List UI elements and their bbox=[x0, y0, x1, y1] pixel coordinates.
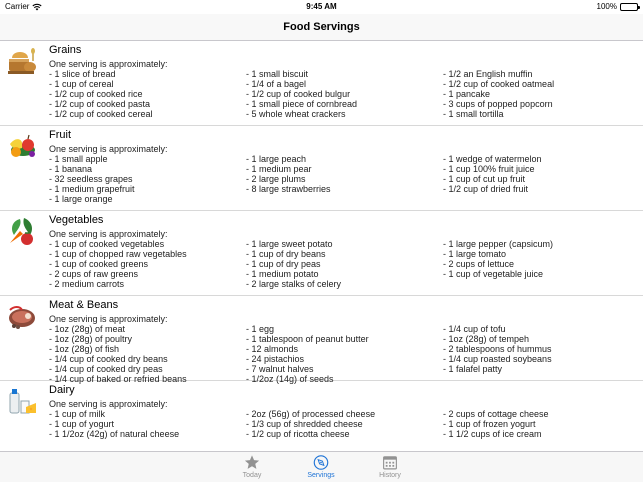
serving-column bbox=[49, 154, 135, 204]
battery-icon bbox=[620, 3, 638, 11]
serving-item: - 2oz (56g) of processed cheese bbox=[246, 409, 376, 419]
servings-list[interactable] bbox=[0, 41, 643, 451]
serving-item: - 1 1/2oz (42g) of natural cheese bbox=[49, 429, 180, 439]
serving-item: - 1/2 cup of cooked bulgur bbox=[246, 89, 351, 99]
serving-item: - 1 small piece of cornbread bbox=[246, 99, 358, 109]
group-title: Dairy bbox=[49, 384, 75, 396]
serving-item: - 1oz (28g) of fish bbox=[49, 344, 120, 354]
serving-item: - 1/4 cup of baked or refried beans bbox=[49, 374, 187, 384]
group-intro: One serving is approximately: bbox=[49, 229, 168, 239]
serving-column bbox=[49, 409, 179, 439]
serving-item: - 2 cups of cottage cheese bbox=[443, 409, 549, 419]
serving-item: - 1 cup 100% fruit juice bbox=[443, 164, 535, 174]
serving-item: - 2 cups of raw greens bbox=[49, 269, 139, 279]
serving-item: - 1 cup of cut up fruit bbox=[443, 174, 526, 184]
serving-item: - 1 large peach bbox=[246, 154, 307, 164]
serving-item: - 1 large sweet potato bbox=[246, 239, 333, 249]
group-intro: One serving is approximately: bbox=[49, 314, 168, 324]
serving-item: - 1/4 cup roasted soybeans bbox=[443, 354, 552, 364]
serving-item: - 1 tablespoon of peanut butter bbox=[246, 334, 369, 344]
meat-beans-icon bbox=[6, 300, 38, 332]
tab-label: Today bbox=[242, 472, 262, 479]
group-title: Meat & Beans bbox=[49, 299, 119, 311]
serving-item: - 1 cup of chopped raw vegetables bbox=[49, 249, 187, 259]
serving-item: - 1 cup of cereal bbox=[49, 79, 114, 89]
food-group-fruit bbox=[0, 126, 643, 211]
tab-label: History bbox=[379, 472, 401, 479]
serving-item: - 1 banana bbox=[49, 164, 93, 174]
serving-item: - 1/2 cup of cooked pasta bbox=[49, 99, 151, 109]
serving-item: - 1oz (28g) of tempeh bbox=[443, 334, 530, 344]
serving-item: - 1 falafel patty bbox=[443, 364, 503, 374]
group-title: Fruit bbox=[49, 129, 71, 141]
serving-column bbox=[443, 409, 549, 439]
serving-item: - 2 medium carrots bbox=[49, 279, 125, 289]
serving-item: - 1 small biscuit bbox=[246, 69, 309, 79]
serving-item: - 1 medium pear bbox=[246, 164, 312, 174]
serving-column bbox=[443, 324, 552, 374]
serving-item: - 1/2 cup of cooked cereal bbox=[49, 109, 153, 119]
page-title: Food Servings bbox=[283, 21, 360, 33]
grains-icon bbox=[6, 45, 38, 77]
serving-item: - 1 small apple bbox=[49, 154, 108, 164]
tab-label: Servings bbox=[307, 472, 335, 479]
clock: 9:45 AM bbox=[306, 2, 337, 11]
serving-column bbox=[443, 69, 554, 119]
serving-item: - 1/2oz (14g) of seeds bbox=[246, 374, 334, 384]
navigation-bar bbox=[0, 14, 643, 41]
serving-item: - 1 large pepper (capsicum) bbox=[443, 239, 554, 249]
serving-item: - 1 small tortilla bbox=[443, 109, 504, 119]
battery-percent: 100% bbox=[596, 2, 617, 11]
serving-column bbox=[49, 69, 153, 119]
serving-item: - 32 seedless grapes bbox=[49, 174, 133, 184]
battery-indicator bbox=[597, 2, 638, 11]
dairy-icon bbox=[6, 385, 38, 417]
tab-bar bbox=[0, 451, 643, 482]
serving-column bbox=[246, 69, 357, 119]
serving-item: - 2 large plums bbox=[246, 174, 306, 184]
serving-column bbox=[49, 324, 187, 384]
serving-item: - 1 cup of frozen yogurt bbox=[443, 419, 536, 429]
serving-column bbox=[49, 239, 187, 289]
group-intro: One serving is approximately: bbox=[49, 144, 168, 154]
food-group-grains bbox=[0, 41, 643, 126]
serving-column bbox=[443, 154, 542, 194]
serving-item: - 1 cup of dry peas bbox=[246, 259, 321, 269]
tab-servings[interactable] bbox=[291, 454, 351, 479]
status-bar bbox=[0, 0, 643, 14]
serving-item: - 1 cup of cooked greens bbox=[49, 259, 149, 269]
serving-item: - 1 cup of cooked vegetables bbox=[49, 239, 165, 249]
serving-column bbox=[246, 154, 331, 194]
serving-item: - 1 cup of yogurt bbox=[49, 419, 115, 429]
fruit-icon bbox=[6, 130, 38, 162]
serving-item: - 1/2 cup of ricotta cheese bbox=[246, 429, 350, 439]
serving-item: - 1 cup of dry beans bbox=[246, 249, 326, 259]
serving-item: - 1/2 cup of cooked oatmeal bbox=[443, 79, 555, 89]
serving-item: - 1/4 of a bagel bbox=[246, 79, 307, 89]
serving-item: - 1 slice of bread bbox=[49, 69, 116, 79]
serving-item: - 1 large tomato bbox=[443, 249, 507, 259]
vegetables-icon bbox=[6, 215, 38, 247]
group-intro: One serving is approximately: bbox=[49, 399, 168, 409]
serving-item: - 1/4 cup of tofu bbox=[443, 324, 506, 334]
food-group-vegetables bbox=[0, 211, 643, 296]
serving-item: - 1/2 cup of cooked rice bbox=[49, 89, 143, 99]
group-title: Grains bbox=[49, 44, 82, 56]
tab-today[interactable] bbox=[222, 454, 282, 479]
compass-icon bbox=[312, 454, 330, 471]
serving-item: - 2 cups of lettuce bbox=[443, 259, 515, 269]
group-title: Vegetables bbox=[49, 214, 104, 226]
serving-item: - 1 cup of milk bbox=[49, 409, 106, 419]
serving-item: - 1 medium grapefruit bbox=[49, 184, 135, 194]
serving-item: - 2 tablespoons of hummus bbox=[443, 344, 552, 354]
serving-item: - 1oz (28g) of poultry bbox=[49, 334, 133, 344]
serving-item: - 1 egg bbox=[246, 324, 275, 334]
serving-item: - 1 cup of vegetable juice bbox=[443, 269, 544, 279]
serving-item: - 1/3 cup of shredded cheese bbox=[246, 419, 363, 429]
serving-item: - 1/2 cup of dried fruit bbox=[443, 184, 529, 194]
serving-item: - 7 walnut halves bbox=[246, 364, 314, 374]
calendar-icon bbox=[381, 454, 399, 471]
serving-item: - 1/4 cup of cooked dry peas bbox=[49, 364, 163, 374]
serving-item: - 1/4 cup of cooked dry beans bbox=[49, 354, 168, 364]
group-intro: One serving is approximately: bbox=[49, 59, 168, 69]
serving-item: - 2 large stalks of celery bbox=[246, 279, 342, 289]
food-group-dairy bbox=[0, 381, 643, 451]
serving-column bbox=[246, 239, 341, 289]
carrier-label: Carrier bbox=[5, 2, 30, 11]
serving-item: - 5 whole wheat crackers bbox=[246, 109, 346, 119]
food-group-meat-beans bbox=[0, 296, 643, 384]
star-icon bbox=[243, 454, 261, 471]
tab-history[interactable] bbox=[360, 454, 420, 479]
serving-item: - 3 cups of popped popcorn bbox=[443, 99, 553, 109]
serving-item: - 1 1/2 cups of ice cream bbox=[443, 429, 542, 439]
serving-column bbox=[246, 409, 375, 439]
serving-item: - 1 wedge of watermelon bbox=[443, 154, 542, 164]
serving-item: - 1 large orange bbox=[49, 194, 113, 204]
serving-item: - 1 pancake bbox=[443, 89, 491, 99]
serving-item: - 8 large strawberries bbox=[246, 184, 331, 194]
serving-item: - 1/2 an English muffin bbox=[443, 69, 533, 79]
serving-item: - 12 almonds bbox=[246, 344, 299, 354]
serving-column bbox=[246, 324, 369, 384]
serving-item: - 1 medium potato bbox=[246, 269, 319, 279]
serving-item: - 1oz (28g) of meat bbox=[49, 324, 126, 334]
serving-column bbox=[443, 239, 553, 279]
serving-item: - 24 pistachios bbox=[246, 354, 305, 364]
